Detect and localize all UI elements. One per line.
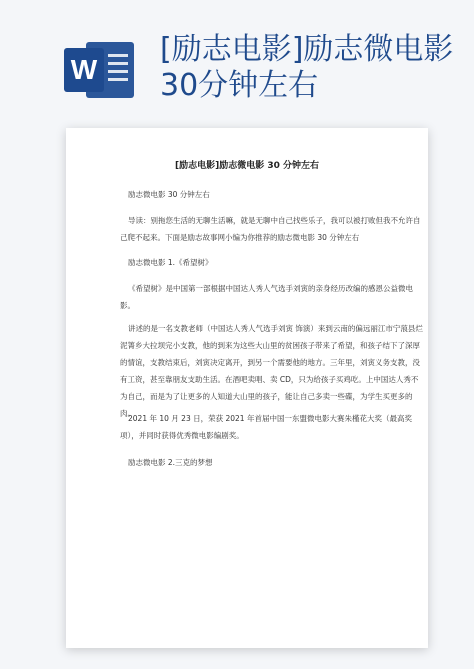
document-page	[66, 128, 428, 648]
paragraph-subtitle: 励志微电影 30 分钟左右	[128, 190, 210, 199]
paragraph-heading-1: 励志微电影 1.《希望树》	[128, 258, 213, 267]
banner-title: [励志电影]励志微电影30分钟左右	[160, 32, 454, 103]
word-icon-letter: W	[64, 48, 104, 92]
word-document-icon	[64, 42, 134, 98]
paragraph-award: 2021 年 10 月 23 日，荣获 2021 年首届中国一东盟微电影大赛朱槿花大奖（最高奖项），并同时获得优秀微电影编剧奖。	[120, 414, 412, 440]
paragraph-intro: 导读：别拖您生活的无聊生活嘛，就是无聊中自己找些乐子，我可以被打败但我不允许自己爬不起来。下面是励志故事网小编为你推荐的励志微电影 30 分钟左右	[120, 216, 421, 242]
paragraph-heading-2: 励志微电影 2.三克的梦想	[128, 458, 213, 467]
page-header	[0, 0, 474, 120]
paragraph-film-summary: 《希望树》是中国第一部根据中国达人秀人气选手刘寅的亲身经历改编的感恩公益微电影。	[120, 284, 413, 310]
paragraph-story: 讲述的是一名支教老师（中国达人秀人气选手刘寅 饰演）来到云南的偏远丽江市宁蒗县烂泥箐乡大拉坝完小支教，他的到来为这些大山里的贫困孩子带来了希望，和孩子结下了深厚的情谊，支教结束后，刘寅决定离开，到另一个需要他的地方。三年里，刘寅义务支教，没有工资，甚至靠朋友支助生活。在酒吧卖唱、卖 CD，只为给孩子买鸡吃。上中国达人秀不为自己，而是为了让更多的人知道大山里的孩子，能让自己多卖一些碟，为学生买更多的肉。	[120, 324, 423, 418]
document-title: [励志电影]励志微电影 30 分钟左右	[174, 161, 320, 171]
